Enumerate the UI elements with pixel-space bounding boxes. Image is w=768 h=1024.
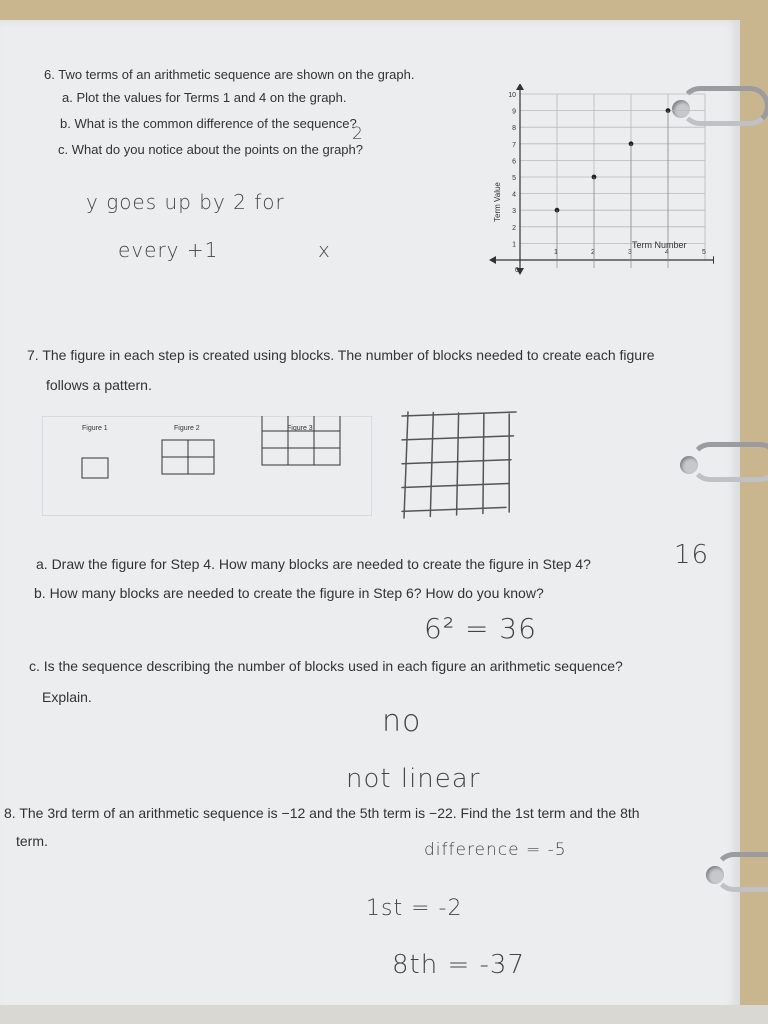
graph-x-tick-label: 1 — [554, 249, 558, 256]
graph-tick-labels — [508, 92, 706, 256]
graph-y-tick-label: 1 — [512, 241, 516, 249]
graph-grid — [520, 94, 705, 260]
graph-y-tick-label: 6 — [512, 158, 516, 166]
drawn-vertical-line — [430, 413, 433, 517]
block — [262, 448, 288, 465]
graph-y-tick-label: 5 — [512, 175, 516, 182]
q7-answer-a: 16 — [674, 540, 710, 570]
q6-answer-c-line2: every +1 — [118, 238, 219, 262]
block — [262, 416, 288, 431]
q6-answer-b: 2 — [352, 124, 364, 144]
figure-label: Figure 2 — [174, 425, 200, 432]
q7-answer-c-line2: not linear — [346, 764, 481, 794]
block — [288, 448, 314, 465]
block — [82, 458, 108, 478]
block — [314, 431, 340, 448]
q7-part-b: b. How many blocks are needed to create the figure in Step 6? How do you know? — [34, 585, 544, 601]
drawn-vertical-line — [483, 414, 484, 514]
graph-y-tick-label: 9 — [512, 108, 516, 116]
graph-x-arrow-left — [489, 256, 496, 264]
q8-work-difference: difference = -5 — [424, 840, 567, 860]
q8-prompt-line1: 8. The 3rd term of an arithmetic sequence is −12 and the 5th term is −22. Find the 1st term and the 8th — [4, 805, 640, 821]
graph-y-tick-label: 8 — [512, 125, 516, 133]
drawn-vertical-line — [404, 412, 408, 518]
graph-x-tick-label: 5 — [702, 249, 706, 256]
q7-answer-c-line1: no — [382, 704, 422, 739]
q7-part-c-line1: c. Is the sequence describing the number of blocks used in each figure an arithmetic sequence? — [29, 658, 623, 674]
q6-part-c: c. What do you notice about the points on the graph? — [58, 142, 363, 157]
block — [162, 440, 188, 457]
q8-work-first-term: 1st = -2 — [366, 896, 463, 921]
block — [288, 431, 314, 448]
drawn-horizontal-line — [402, 484, 509, 488]
graph-y-tick-label: 10 — [508, 92, 516, 99]
drawn-horizontal-line — [402, 507, 506, 511]
block-figures — [42, 416, 372, 516]
figure-label: Figure 3 — [287, 425, 313, 432]
q7-answer-b: 6² = 36 — [424, 612, 537, 645]
graph-x-tick-label: 2 — [591, 249, 595, 256]
term-graph — [484, 84, 714, 284]
q6-prompt: 6. Two terms of an arithmetic sequence are shown on the graph. — [44, 67, 415, 82]
block — [314, 416, 340, 431]
graph-x-arrow-right — [713, 256, 714, 264]
graph-y-tick-label: 4 — [512, 191, 516, 199]
q8-prompt-line2: term. — [16, 833, 48, 849]
drawn-horizontal-line — [402, 460, 511, 464]
page-bottom-edge — [0, 1005, 768, 1024]
graph-y-tick-label: 3 — [512, 208, 516, 216]
block — [262, 431, 288, 448]
graph-x-tick-label: 3 — [628, 249, 632, 256]
graph-x-tick-label: 4 — [665, 249, 669, 256]
q6-answer-c-line1: y goes up by 2 for — [86, 190, 285, 214]
binder-ring-bottom — [714, 852, 768, 892]
drawn-step-4-figure — [398, 406, 528, 526]
graph-y-label: Term Value — [493, 182, 502, 222]
graph-x-label: Term Number — [632, 240, 687, 250]
q6-part-b: b. What is the common difference of the sequence? — [60, 116, 357, 131]
graph-y-tick-label: 2 — [512, 224, 516, 232]
q6-part-a: a. Plot the values for Terms 1 and 4 on the graph. — [62, 90, 347, 105]
q7-part-c-line2: Explain. — [42, 689, 92, 705]
block — [162, 457, 188, 474]
graph-y-tick-label: 7 — [512, 141, 516, 149]
q7-prompt-line1: 7. The figure in each step is created using blocks. The number of blocks needed to create each figure — [27, 347, 655, 363]
q7-prompt-line2: follows a pattern. — [46, 377, 152, 393]
block — [188, 457, 214, 474]
graph-origin-label: 0 — [515, 267, 519, 274]
q7-part-a: a. Draw the figure for Step 4. How many blocks are needed to create the figure in Step 4? — [36, 556, 591, 572]
binder-ring-middle — [690, 442, 768, 482]
drawn-vertical-line — [457, 413, 459, 515]
q6-answer-c-x: x — [318, 238, 331, 262]
block — [188, 440, 214, 457]
figure-label: Figure 1 — [82, 425, 108, 432]
graph-y-arrow — [516, 84, 524, 90]
block — [314, 448, 340, 465]
q8-work-eighth-term: 8th = -37 — [392, 950, 525, 980]
